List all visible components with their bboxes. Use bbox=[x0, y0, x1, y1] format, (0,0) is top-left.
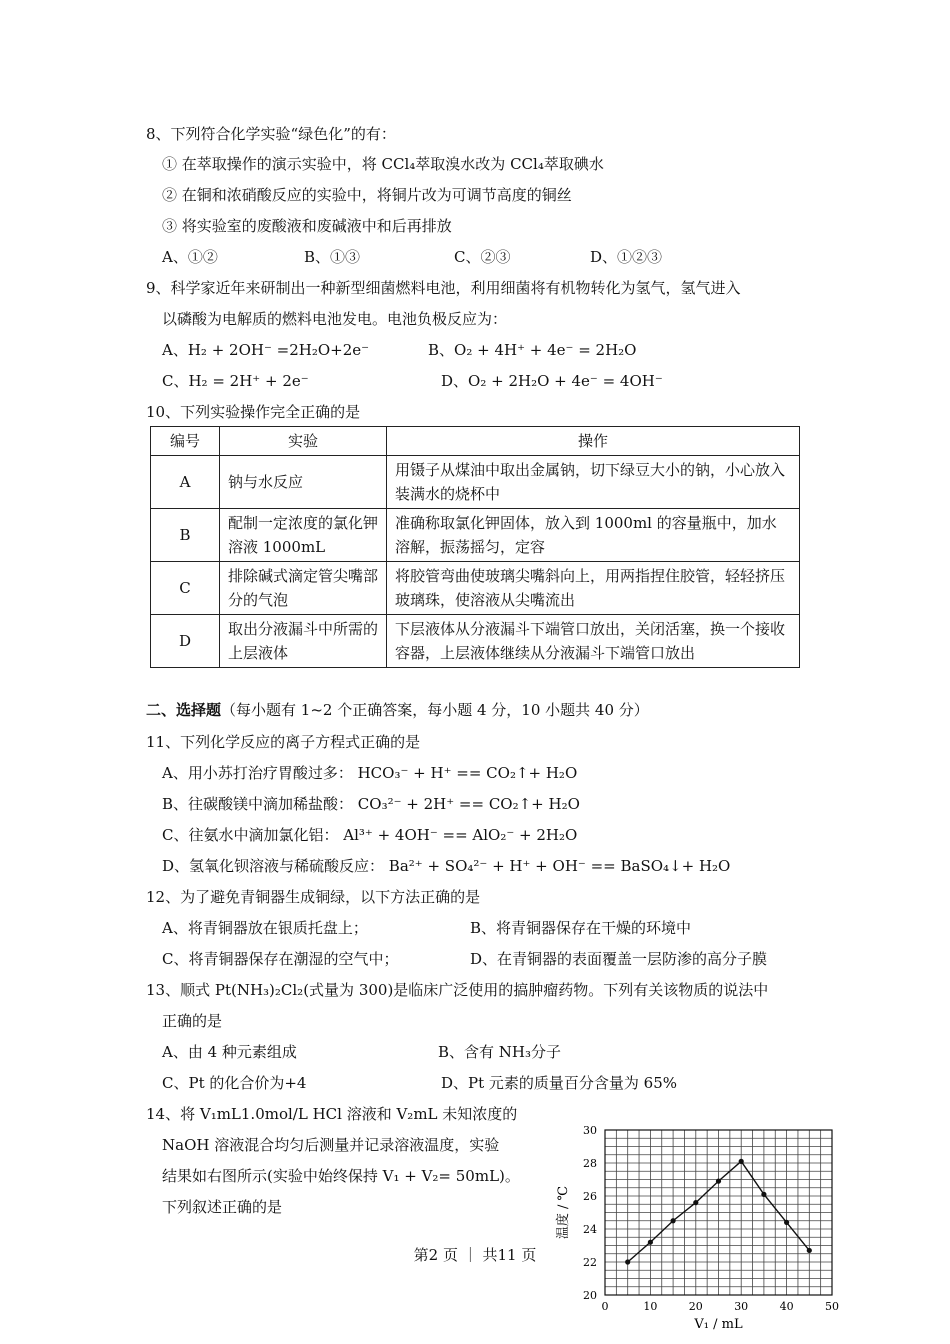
q13-option-c: C、Pt 的化合价为+4 bbox=[162, 1074, 307, 1092]
q14-line3: 结果如右图所示(实验中始终保持 V₁ + V₂= 50mL)。 bbox=[162, 1167, 520, 1185]
q10-table bbox=[150, 426, 800, 668]
q13-option-b: B、含有 NH₃分子 bbox=[438, 1043, 562, 1061]
y-tick-label: 28 bbox=[583, 1157, 597, 1170]
q12-option-d: D、在青铜器的表面覆盖一层防渗的高分子膜 bbox=[470, 950, 768, 968]
q8-item-3: ③ 将实验室的废酸液和废碱液中和后再排放 bbox=[162, 217, 452, 235]
q14-line1: 14、将 V₁mL1.0mol/L HCl 溶液和 V₂mL 未知浓度的 bbox=[146, 1105, 518, 1123]
row-operation: 用镊子从煤油中取出金属钠，切下绿豆大小的钠，小心放入装满水的烧杯中 bbox=[387, 456, 800, 509]
q8-option-b: B、①③ bbox=[304, 248, 361, 266]
row-experiment: 取出分液漏斗中所需的上层液体 bbox=[220, 615, 387, 668]
row-id: D bbox=[151, 615, 220, 668]
q9-option-d: D、O₂ + 2H₂O + 4e⁻ = 4OH⁻ bbox=[441, 372, 663, 390]
page-footer: 第2 页 ｜ 共11 页 bbox=[413, 1246, 537, 1264]
q12-stem: 12、为了避免青铜器生成铜绿，以下方法正确的是 bbox=[146, 888, 481, 906]
section-note: （每小题有 1~2 个正确答案，每小题 4 分，10 小题共 40 分） bbox=[221, 701, 649, 719]
q14-line2: NaOH 溶液混合均匀后测量并记录溶液温度，实验 bbox=[162, 1136, 500, 1154]
y-tick-label: 26 bbox=[583, 1190, 597, 1203]
y-tick-label: 22 bbox=[583, 1256, 597, 1269]
row-id: C bbox=[151, 562, 220, 615]
q9-option-c: C、H₂ = 2H⁺ + 2e⁻ bbox=[162, 372, 309, 390]
data-point bbox=[671, 1218, 676, 1223]
row-id: B bbox=[151, 509, 220, 562]
q13-option-a: A、由 4 种元素组成 bbox=[162, 1043, 297, 1061]
q13-stem-line1: 13、顺式 Pt(NH₃)₂Cl₂(式量为 300)是临床广泛使用的搞肿瘤药物。下列有关该物质的说法中 bbox=[146, 981, 769, 999]
data-point bbox=[693, 1200, 698, 1205]
temperature-chart bbox=[545, 1118, 845, 1338]
x-tick-label: 20 bbox=[688, 1300, 703, 1313]
section-title: 二、选择题 bbox=[146, 701, 222, 719]
x-tick-label: 0 bbox=[601, 1300, 609, 1313]
q13-option-d: D、Pt 元素的质量百分含量为 65% bbox=[441, 1074, 678, 1092]
q11-option-d: D、氢氧化钡溶液与稀硫酸反应： Ba²⁺ + SO₄²⁻ + H⁺ + OH⁻ == BaSO₄↓+ H₂O bbox=[162, 857, 731, 875]
data-point bbox=[784, 1220, 789, 1225]
q12-option-a: A、将青铜器放在银质托盘上； bbox=[162, 919, 368, 937]
q9-stem-line2: 以磷酸为电解质的燃料电池发电。电池负极反应为： bbox=[162, 310, 508, 328]
q12-option-b: B、将青铜器保存在干燥的环境中 bbox=[470, 919, 692, 937]
table-row bbox=[151, 615, 800, 668]
row-experiment: 配制一定浓度的氯化钾溶液 1000mL bbox=[220, 509, 387, 562]
table-row bbox=[151, 562, 800, 615]
q8-option-d: D、①②③ bbox=[590, 248, 663, 266]
y-tick-label: 20 bbox=[583, 1289, 597, 1302]
row-id: A bbox=[151, 456, 220, 509]
x-axis-label: V₁ / mL bbox=[694, 1317, 743, 1332]
q11-option-b: B、往碳酸镁中滴加稀盐酸： CO₃²⁻ + 2H⁺ == CO₂↑+ H₂O bbox=[162, 795, 580, 813]
table-row bbox=[151, 509, 800, 562]
row-operation: 准确称取氯化钾固体，放入到 1000ml 的容量瓶中，加水溶解，振荡摇匀，定容 bbox=[387, 509, 800, 562]
row-operation: 下层液体从分液漏斗下端管口放出，关闭活塞，换一个接收容器，上层液体继续从分液漏斗下端管口放出 bbox=[387, 615, 800, 668]
x-tick-label: 10 bbox=[643, 1300, 658, 1313]
q13-stem-line2: 正确的是 bbox=[162, 1012, 223, 1030]
header-id: 编号 bbox=[151, 427, 220, 456]
q9-option-b: B、O₂ + 4H⁺ + 4e⁻ = 2H₂O bbox=[428, 341, 637, 359]
q9-stem-line1: 9、科学家近年来研制出一种新型细菌燃料电池，利用细菌将有机物转化为氢气，氢气进入 bbox=[146, 279, 741, 297]
data-point bbox=[739, 1159, 744, 1164]
y-tick-label: 30 bbox=[583, 1124, 597, 1137]
q11-option-c: C、往氨水中滴加氯化铝： Al³⁺ + 4OH⁻ == AlO₂⁻ + 2H₂O bbox=[162, 826, 578, 844]
y-tick-label: 24 bbox=[583, 1223, 597, 1236]
header-experiment: 实验 bbox=[220, 427, 387, 456]
row-operation: 将胶管弯曲使玻璃尖嘴斜向上，用两指捏住胶管，轻轻挤压玻璃珠，使溶液从尖嘴流出 bbox=[387, 562, 800, 615]
q8-item-2: ② 在铜和浓硝酸反应的实验中，将铜片改为可调节高度的铜丝 bbox=[162, 186, 572, 204]
data-point bbox=[761, 1192, 766, 1197]
row-experiment: 钠与水反应 bbox=[220, 456, 387, 509]
data-point bbox=[716, 1179, 721, 1184]
x-tick-label: 30 bbox=[734, 1300, 749, 1313]
x-tick-label: 40 bbox=[779, 1300, 794, 1313]
q10-stem: 10、下列实验操作完全正确的是 bbox=[146, 403, 361, 421]
row-experiment: 排除碱式滴定管尖嘴部分的气泡 bbox=[220, 562, 387, 615]
q9-option-a: A、H₂ + 2OH⁻ =2H₂O+2e⁻ bbox=[162, 341, 370, 359]
q11-option-a: A、用小苏打治疗胃酸过多： HCO₃⁻ + H⁺ == CO₂↑+ H₂O bbox=[162, 764, 578, 782]
table-header-row bbox=[151, 427, 800, 456]
section-heading bbox=[146, 700, 649, 720]
q14-line4: 下列叙述正确的是 bbox=[162, 1198, 283, 1216]
q8-option-a: A、①② bbox=[162, 248, 218, 266]
q8-item-1: ① 在萃取操作的演示实验中，将 CCl₄萃取溴水改为 CCl₄萃取碘水 bbox=[162, 155, 604, 173]
table-row bbox=[151, 456, 800, 509]
q8-stem: 8、下列符合化学实验“绿色化”的有： bbox=[146, 125, 396, 143]
x-tick-label: 50 bbox=[825, 1300, 839, 1313]
header-operation: 操作 bbox=[387, 427, 800, 456]
q12-option-c: C、将青铜器保存在潮湿的空气中； bbox=[162, 950, 399, 968]
y-axis-label: 温度 / ℃ bbox=[556, 1185, 571, 1240]
q8-option-c: C、②③ bbox=[454, 248, 511, 266]
q11-stem: 11、下列化学反应的离子方程式正确的是 bbox=[146, 733, 421, 751]
